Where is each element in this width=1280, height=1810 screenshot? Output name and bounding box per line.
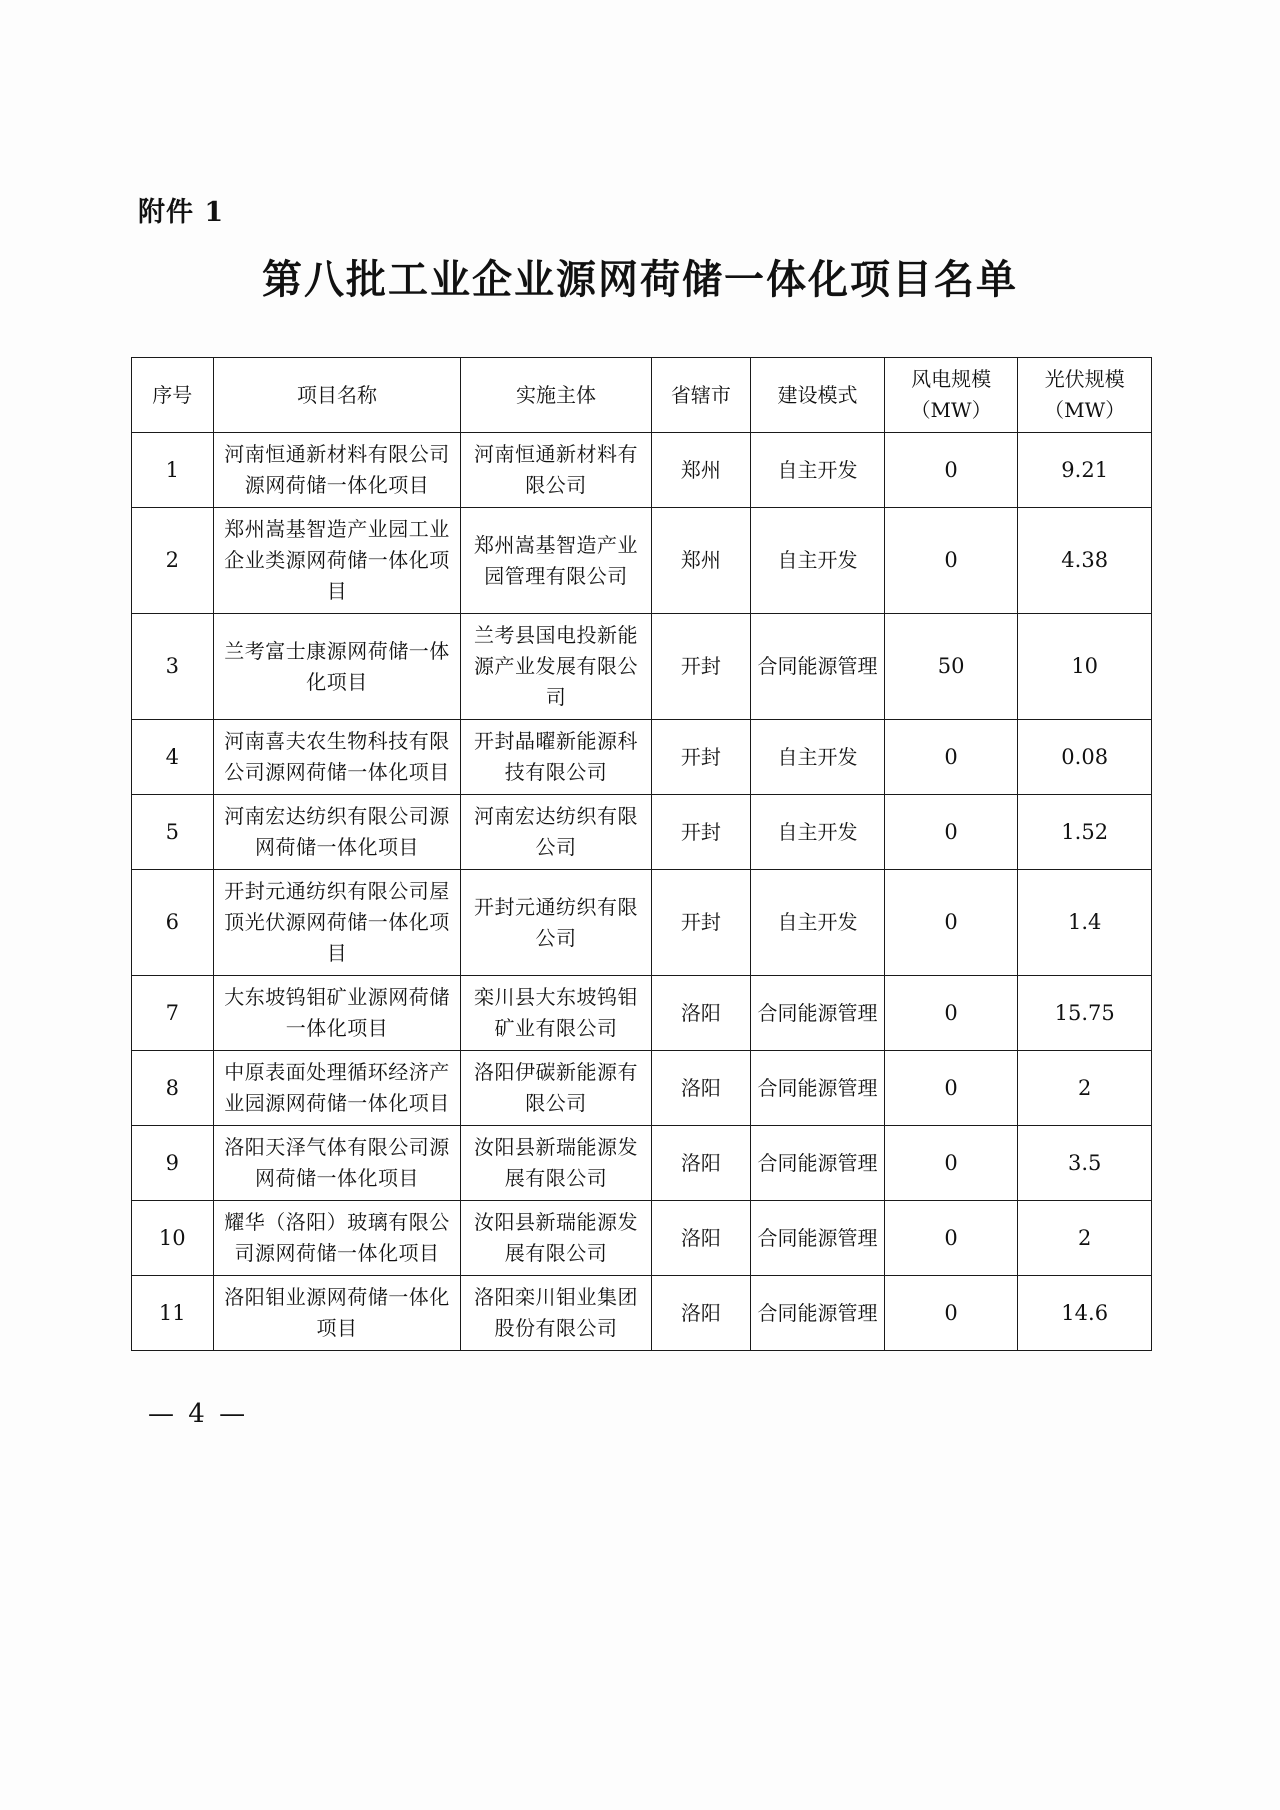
cell-index: 5 xyxy=(132,795,214,870)
cell-pv-capacity: 9.21 xyxy=(1018,433,1152,508)
cell-entity: 汝阳县新瑞能源发展有限公司 xyxy=(461,1201,651,1276)
page-number: — 4 — xyxy=(148,1399,249,1429)
cell-mode: 自主开发 xyxy=(751,433,885,508)
cell-project-name: 中原表面处理循环经济产业园源网荷储一体化项目 xyxy=(213,1051,461,1126)
cell-project-name: 郑州嵩基智造产业园工业企业类源网荷储一体化项目 xyxy=(213,508,461,614)
cell-entity: 洛阳伊碳新能源有限公司 xyxy=(461,1051,651,1126)
cell-project-name: 兰考富士康源网荷储一体化项目 xyxy=(213,614,461,720)
cell-entity: 栾川县大东坡钨钼矿业有限公司 xyxy=(461,976,651,1051)
cell-index: 3 xyxy=(132,614,214,720)
cell-mode: 合同能源管理 xyxy=(751,1051,885,1126)
cell-city: 洛阳 xyxy=(651,1051,751,1126)
cell-city: 开封 xyxy=(651,614,751,720)
cell-project-name: 河南恒通新材料有限公司源网荷储一体化项目 xyxy=(213,433,461,508)
cell-project-name: 洛阳天泽气体有限公司源网荷储一体化项目 xyxy=(213,1126,461,1201)
project-list-table xyxy=(131,357,1152,1351)
cell-wind-capacity: 0 xyxy=(884,1276,1018,1351)
cell-project-name: 开封元通纺织有限公司屋顶光伏源网荷储一体化项目 xyxy=(213,870,461,976)
column-header-project-name: 项目名称 xyxy=(213,358,461,433)
table-row xyxy=(132,1201,1152,1276)
column-header-wind-line1: 风电规模 xyxy=(911,367,992,391)
cell-index: 1 xyxy=(132,433,214,508)
cell-city: 郑州 xyxy=(651,433,751,508)
cell-city: 郑州 xyxy=(651,508,751,614)
column-header-wind-capacity xyxy=(884,358,1018,433)
cell-entity: 郑州嵩基智造产业园管理有限公司 xyxy=(461,508,651,614)
cell-pv-capacity: 2 xyxy=(1018,1051,1152,1126)
table-row xyxy=(132,508,1152,614)
table-row xyxy=(132,795,1152,870)
cell-city: 开封 xyxy=(651,870,751,976)
cell-city: 洛阳 xyxy=(651,1201,751,1276)
page-title: 第八批工业企业源网荷储一体化项目名单 xyxy=(262,256,1018,303)
cell-project-name: 洛阳钼业源网荷储一体化项目 xyxy=(213,1276,461,1351)
cell-project-name: 河南宏达纺织有限公司源网荷储一体化项目 xyxy=(213,795,461,870)
cell-index: 9 xyxy=(132,1126,214,1201)
cell-project-name: 河南喜夫农生物科技有限公司源网荷储一体化项目 xyxy=(213,720,461,795)
cell-wind-capacity: 0 xyxy=(884,1201,1018,1276)
cell-pv-capacity: 2 xyxy=(1018,1201,1152,1276)
cell-index: 11 xyxy=(132,1276,214,1351)
cell-mode: 合同能源管理 xyxy=(751,614,885,720)
cell-mode: 合同能源管理 xyxy=(751,1126,885,1201)
column-header-pv-line1: 光伏规模 xyxy=(1044,367,1125,391)
cell-city: 开封 xyxy=(651,720,751,795)
cell-pv-capacity: 4.38 xyxy=(1018,508,1152,614)
cell-project-name: 耀华（洛阳）玻璃有限公司源网荷储一体化项目 xyxy=(213,1201,461,1276)
cell-wind-capacity: 0 xyxy=(884,1051,1018,1126)
column-header-pv-line2: （MW） xyxy=(1044,398,1126,422)
table-row xyxy=(132,1051,1152,1126)
cell-pv-capacity: 0.08 xyxy=(1018,720,1152,795)
cell-index: 10 xyxy=(132,1201,214,1276)
cell-city: 洛阳 xyxy=(651,1126,751,1201)
cell-wind-capacity: 0 xyxy=(884,720,1018,795)
cell-entity: 河南宏达纺织有限公司 xyxy=(461,795,651,870)
cell-index: 8 xyxy=(132,1051,214,1126)
cell-wind-capacity: 50 xyxy=(884,614,1018,720)
cell-mode: 自主开发 xyxy=(751,720,885,795)
column-header-index: 序号 xyxy=(132,358,214,433)
cell-index: 7 xyxy=(132,976,214,1051)
cell-entity: 开封晶曜新能源科技有限公司 xyxy=(461,720,651,795)
cell-entity: 河南恒通新材料有限公司 xyxy=(461,433,651,508)
cell-wind-capacity: 0 xyxy=(884,433,1018,508)
cell-index: 6 xyxy=(132,870,214,976)
cell-index: 4 xyxy=(132,720,214,795)
cell-wind-capacity: 0 xyxy=(884,870,1018,976)
column-header-city: 省辖市 xyxy=(651,358,751,433)
cell-pv-capacity: 14.6 xyxy=(1018,1276,1152,1351)
attachment-label: 附件 1 xyxy=(138,197,225,228)
cell-wind-capacity: 0 xyxy=(884,508,1018,614)
cell-mode: 自主开发 xyxy=(751,870,885,976)
cell-city: 洛阳 xyxy=(651,1276,751,1351)
cell-wind-capacity: 0 xyxy=(884,795,1018,870)
cell-pv-capacity: 15.75 xyxy=(1018,976,1152,1051)
cell-index: 2 xyxy=(132,508,214,614)
table-row xyxy=(132,1276,1152,1351)
cell-pv-capacity: 1.52 xyxy=(1018,795,1152,870)
table-row xyxy=(132,870,1152,976)
table-row xyxy=(132,614,1152,720)
cell-wind-capacity: 0 xyxy=(884,1126,1018,1201)
cell-pv-capacity: 1.4 xyxy=(1018,870,1152,976)
cell-pv-capacity: 10 xyxy=(1018,614,1152,720)
table-row xyxy=(132,720,1152,795)
cell-entity: 洛阳栾川钼业集团股份有限公司 xyxy=(461,1276,651,1351)
column-header-entity: 实施主体 xyxy=(461,358,651,433)
cell-mode: 合同能源管理 xyxy=(751,976,885,1051)
cell-project-name: 大东坡钨钼矿业源网荷储一体化项目 xyxy=(213,976,461,1051)
column-header-pv-capacity xyxy=(1018,358,1152,433)
table-row xyxy=(132,1126,1152,1201)
column-header-wind-line2: （MW） xyxy=(910,398,992,422)
cell-entity: 兰考县国电投新能源产业发展有限公司 xyxy=(461,614,651,720)
cell-city: 开封 xyxy=(651,795,751,870)
cell-city: 洛阳 xyxy=(651,976,751,1051)
cell-mode: 自主开发 xyxy=(751,508,885,614)
table-header-row xyxy=(132,358,1152,433)
cell-wind-capacity: 0 xyxy=(884,976,1018,1051)
column-header-mode: 建设模式 xyxy=(751,358,885,433)
cell-entity: 汝阳县新瑞能源发展有限公司 xyxy=(461,1126,651,1201)
cell-pv-capacity: 3.5 xyxy=(1018,1126,1152,1201)
cell-entity: 开封元通纺织有限公司 xyxy=(461,870,651,976)
cell-mode: 合同能源管理 xyxy=(751,1201,885,1276)
table-row xyxy=(132,433,1152,508)
cell-mode: 合同能源管理 xyxy=(751,1276,885,1351)
table-row xyxy=(132,976,1152,1051)
cell-mode: 自主开发 xyxy=(751,795,885,870)
